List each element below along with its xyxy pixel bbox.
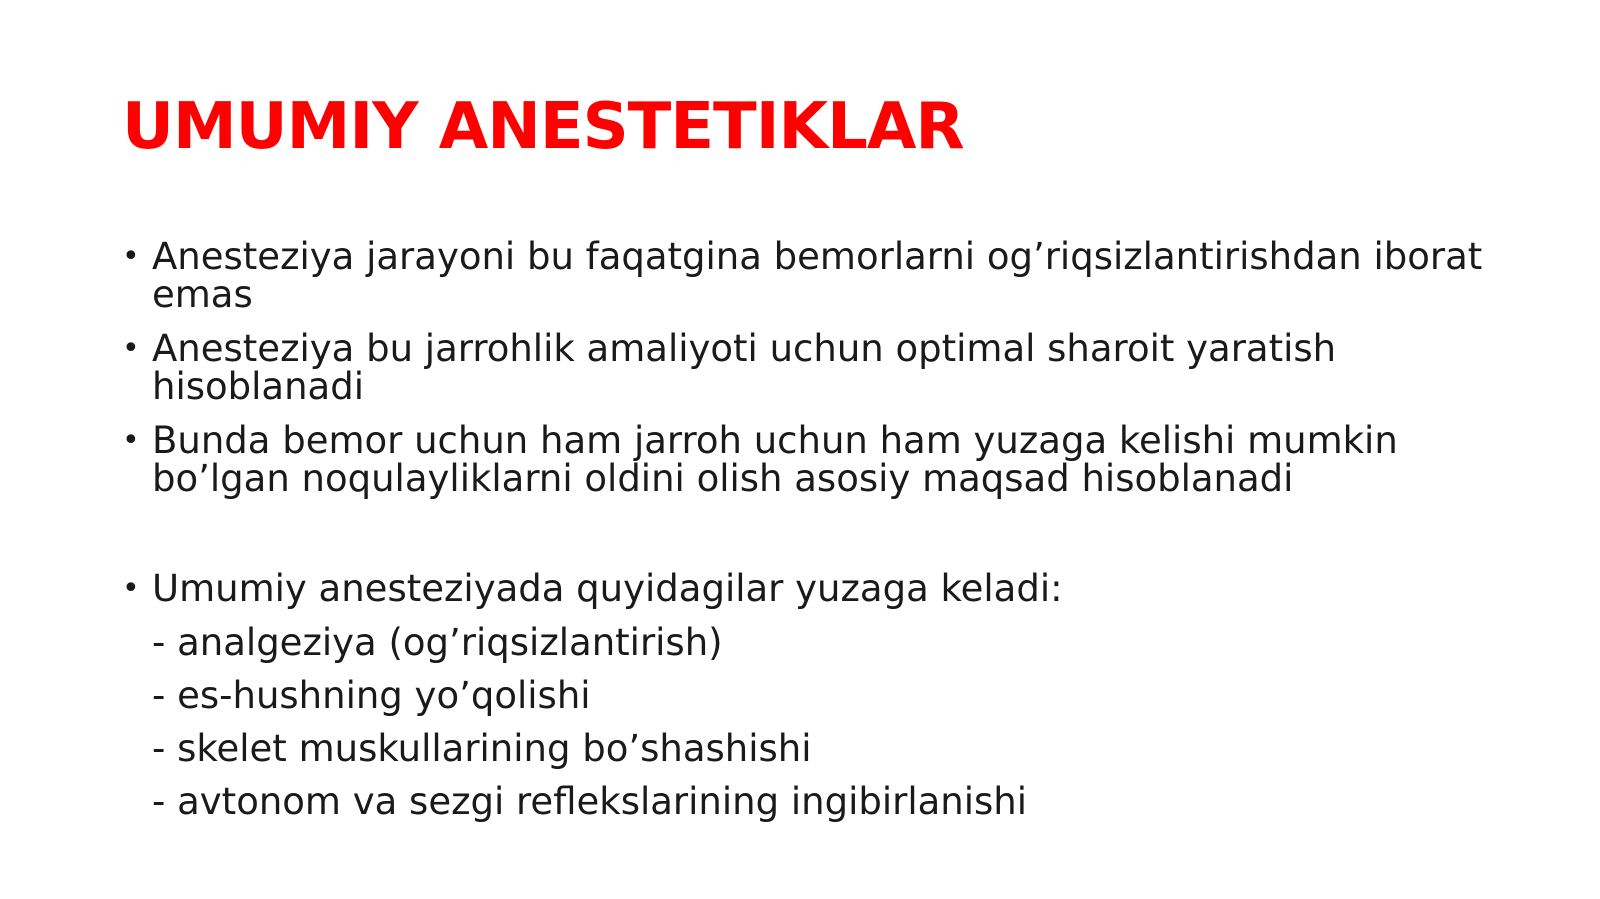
bullet-marker: • — [122, 331, 140, 366]
bullet-item — [122, 235, 1502, 316]
effect-item-analgesia: - analgeziya (og’riqsizlantirish) — [152, 621, 723, 664]
bullet-text: Anesteziya jarayoni bu faqatgina bemorlarni og’riqsizlantirishdan iborat emas — [152, 235, 1483, 316]
bullet-text: Anesteziya bu jarrohlik amaliyoti uchun optimal sharoit yaratish hisoblanadi — [152, 327, 1337, 408]
general-heading: Umumiy anesteziyada quyidagilar yuzaga keladi: — [152, 567, 1063, 610]
effect-item-consciousness: - es-hushning yo’qolishi — [152, 674, 591, 717]
bullet-text: Bunda bemor uchun ham jarroh uchun ham yuzaga kelishi mumkin bo’lgan noqulayliklarni oldini olish asosiy maqsad hisoblanadi — [152, 419, 1398, 500]
bullet-item — [122, 419, 1502, 500]
bullet-item — [122, 327, 1502, 408]
general-list — [122, 567, 1502, 610]
bullet-marker: • — [122, 239, 140, 274]
effect-item-reflex-inhibition: - avtonom va sezgi reflekslarining ingibirlanishi — [152, 780, 1028, 823]
slide-content — [122, 235, 1502, 836]
spacer — [122, 514, 1502, 570]
effects-list — [122, 621, 1502, 823]
bullet-marker: • — [122, 423, 140, 458]
effect-item-muscle-relaxation: - skelet muskullarining bo’shashishi — [152, 727, 812, 770]
slide-title: UMUMIY ANESTETIKLAR — [122, 90, 964, 164]
bullet-marker: • — [122, 571, 140, 606]
general-heading-item — [122, 567, 1502, 610]
bullet-list — [122, 235, 1502, 500]
